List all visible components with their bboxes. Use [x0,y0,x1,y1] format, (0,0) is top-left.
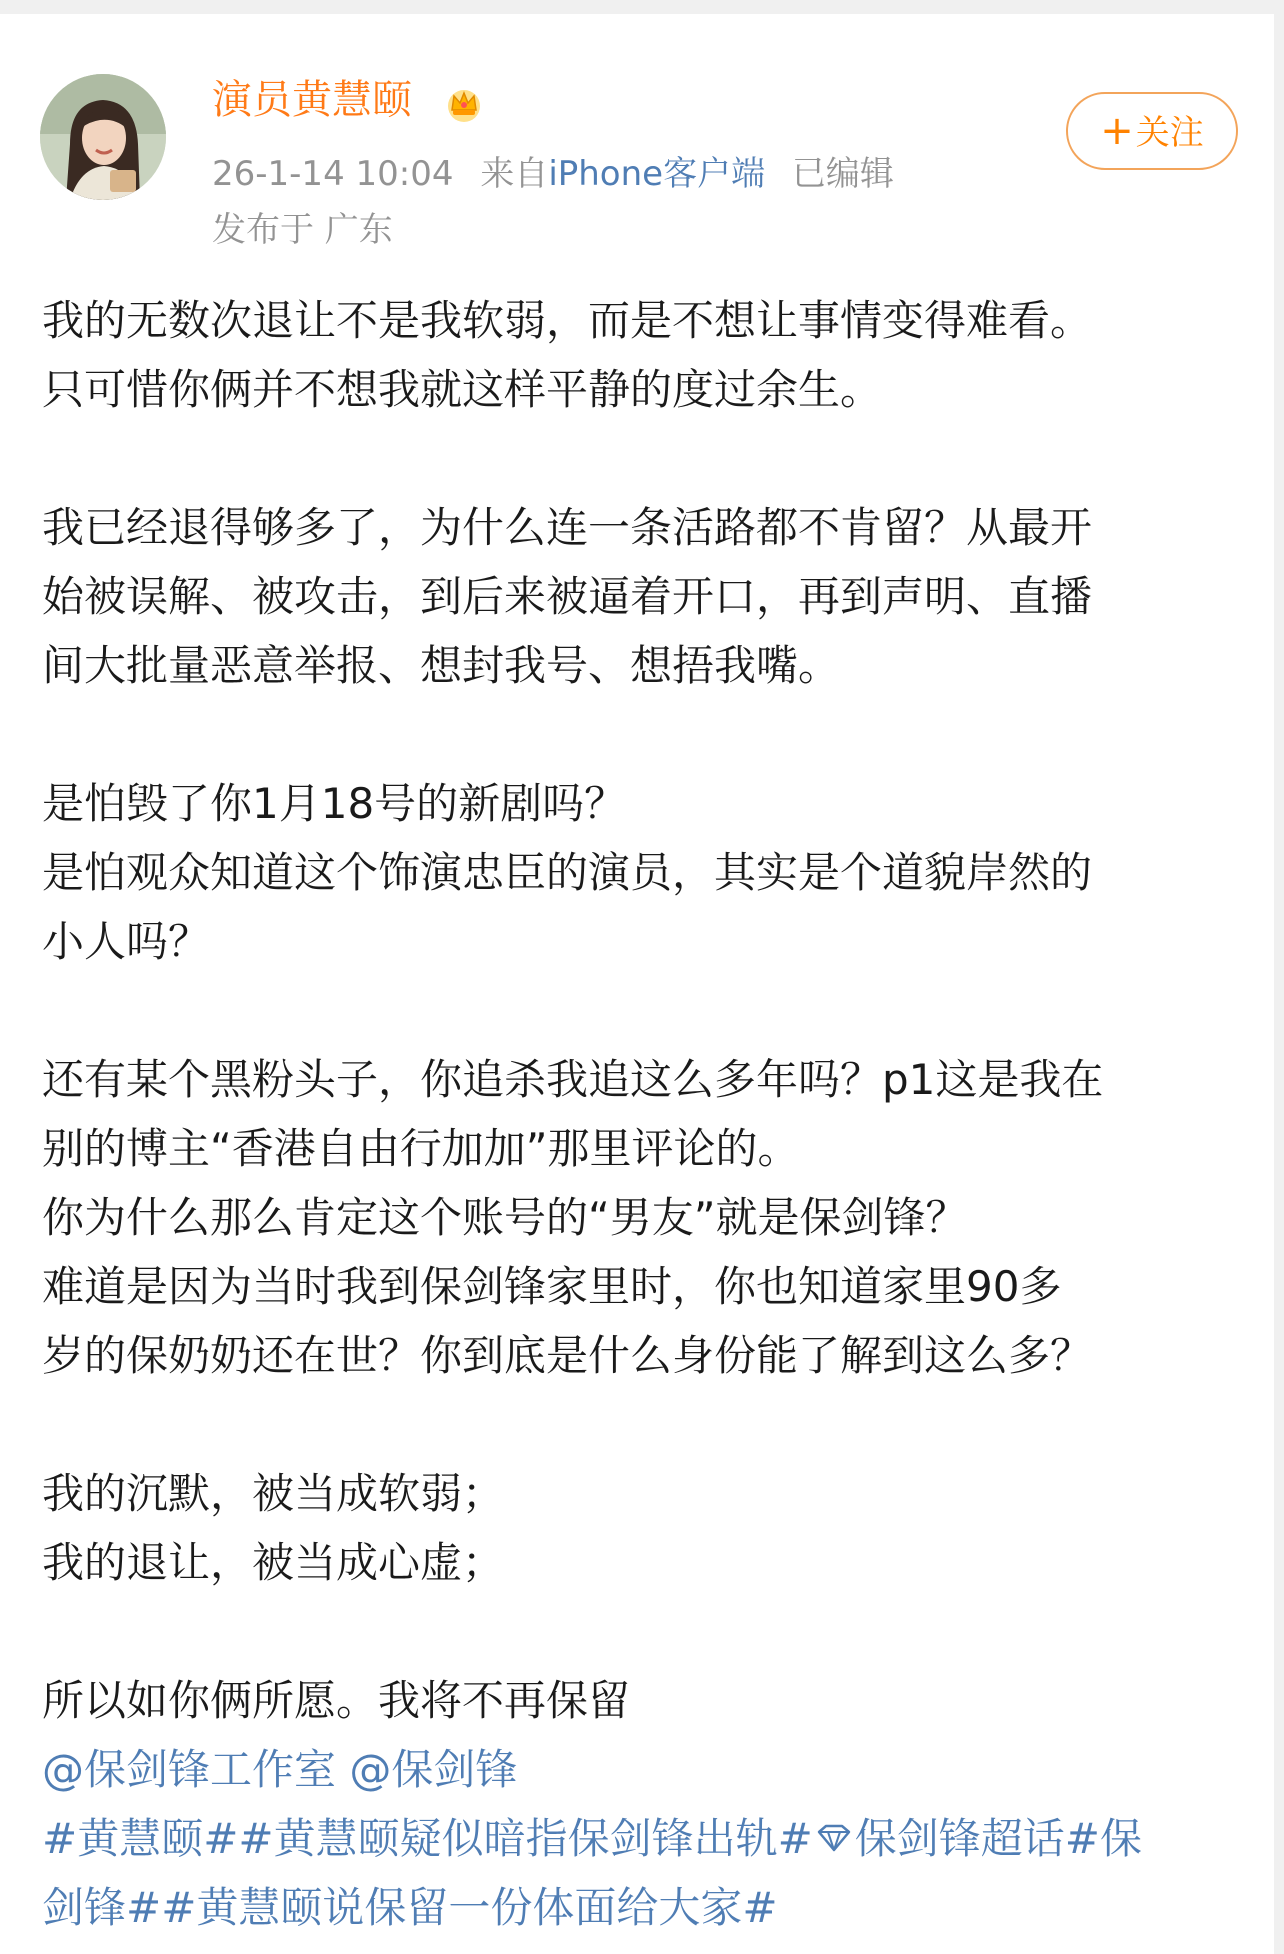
mentions-line [42,1735,1252,1804]
mention-link[interactable]: @保剑锋工作室 [42,1745,337,1794]
crown-icon [444,84,484,124]
post-line: 小人吗？ [42,917,211,966]
post-meta [212,154,894,194]
post-line: 还有某个黑粉头子，你追杀我追这么多年吗？p1这是我在 [42,1055,1104,1104]
post-line: 我已经退得够多了，为什么连一条活路都不肯留？从最开 [42,503,1093,552]
post-line: 所以如你俩所愿。我将不再保留 [42,1676,631,1725]
follow-button[interactable] [1066,92,1238,170]
post-line: 我的退让，被当成心虚； [42,1538,505,1587]
hashtags-line [42,1804,1252,1873]
source-prefix: 来自 [480,154,549,194]
post-line: 始被误解、被攻击，到后来被逼着开口，再到声明、直播 [42,572,1093,621]
post-line: 我的沉默，被当成软弱； [42,1469,505,1518]
post-line: 是怕观众知道这个饰演忠臣的演员，其实是个道貌岸然的 [42,848,1093,897]
post-time: 26-1-14 10:04 [212,154,454,194]
weibo-post-card [0,14,1274,1954]
hashtag-link[interactable]: #黄慧颐# [42,1814,239,1863]
post-line: 难道是因为当时我到保剑锋家里时，你也知道家里90多 [42,1262,1062,1311]
post-body [42,286,1252,1942]
edited-label[interactable]: 已编辑 [791,154,894,194]
super-topic-text: 保剑锋超话# [854,1814,1100,1863]
super-topic-link[interactable] [813,1814,1100,1863]
hashtag-link[interactable]: #黄慧颐疑似暗指保剑锋出轨# [238,1814,813,1863]
hashtag-link[interactable]: 剑锋# [42,1883,162,1932]
plus-icon: + [1100,108,1134,154]
author-name[interactable]: 演员黄慧颐 [212,77,412,123]
super-topic-gem-icon [813,1823,855,1853]
post-line: 你为什么那么肯定这个账号的“男友”就是保剑锋？ [42,1193,968,1242]
avatar-image [40,74,166,200]
post-line: 别的博主“香港自由行加加”那里评论的。 [42,1124,800,1173]
source-client[interactable]: iPhone客户端 [548,154,766,194]
post-line: 我的无数次退让不是我软弱，而是不想让事情变得难看。 [42,296,1093,345]
post-line: 间大批量恶意举报、想封我号、想捂我嘴。 [42,641,841,690]
hashtags-line [42,1873,1252,1942]
hashtag-link[interactable]: #黄慧颐说保留一份体面给大家# [161,1883,778,1932]
mention-link[interactable]: @保剑锋 [349,1745,518,1794]
post-location: 发布于 广东 [212,210,393,250]
follow-label: 关注 [1135,113,1204,153]
post-line: 是怕毁了你1月18号的新剧吗？ [42,779,627,828]
avatar[interactable] [40,74,166,200]
hashtag-link[interactable]: 保 [1099,1814,1142,1863]
post-line: 岁的保奶奶还在世？你到底是什么身份能了解到这么多？ [42,1331,1093,1380]
post-line: 只可惜你俩并不想我就这样平静的度过余生。 [42,365,883,414]
